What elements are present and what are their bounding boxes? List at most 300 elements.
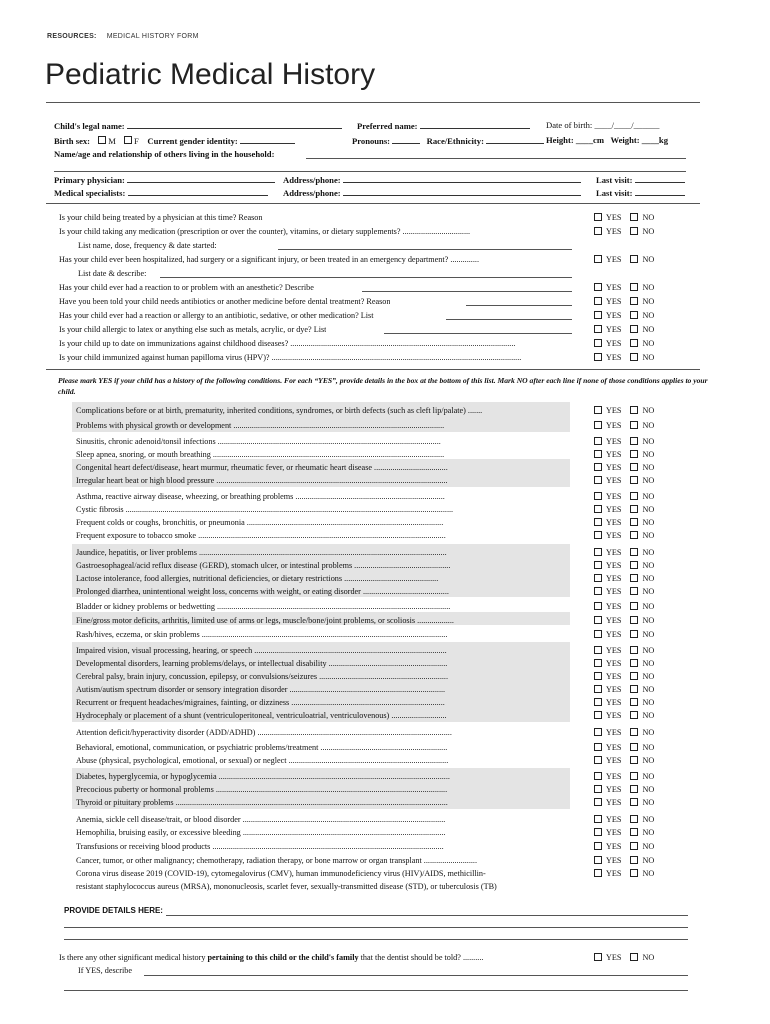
yes-label: YES [606, 743, 622, 752]
condition-text: Hydrocephaly or placement of a shunt (ventriculoperitoneal, ventriculoatrial, ventriculovenous) ........................... [76, 711, 447, 720]
condition-text: Behavioral, emotional, communication, or psychiatric problems/treatment .............................................................. [76, 743, 448, 752]
condition-yes-no [594, 587, 654, 596]
condition-yes-checkbox[interactable] [594, 587, 602, 595]
condition-yes-checkbox[interactable] [594, 616, 602, 624]
physician-visit-label: Last visit: [596, 175, 633, 185]
condition-yes-checkbox[interactable] [594, 711, 602, 719]
no-label: NO [642, 255, 655, 264]
condition-yes-checkbox[interactable] [594, 798, 602, 806]
household-label: Name/age and relationship of others living in the household: [54, 149, 275, 159]
no-label: NO [642, 711, 655, 720]
page-title: Pediatric Medical History [45, 58, 376, 91]
pronouns-field[interactable] [392, 135, 420, 144]
yes-label: YES [606, 421, 622, 430]
race-label: Race/Ethnicity: [426, 136, 484, 146]
condition-no-checkbox[interactable] [630, 450, 638, 458]
condition-yes-no [594, 659, 654, 668]
question-yes-checkbox[interactable] [594, 339, 602, 347]
question-no-checkbox[interactable] [630, 255, 638, 263]
preferred-name-label: Preferred name: [357, 121, 418, 131]
condition-no-checkbox[interactable] [630, 574, 638, 582]
condition-text: Bladder or kidney problems or bedwetting .................................................................................................................. [76, 602, 451, 611]
primary-physician-field[interactable] [127, 174, 275, 183]
condition-yes-no [594, 463, 654, 472]
condition-text: Abuse (physical, psychological, emotional, or sexual) or neglect .............................................................................. [76, 756, 449, 765]
condition-no-checkbox[interactable] [630, 728, 638, 736]
condition-yes-no [594, 602, 654, 611]
sex-m-checkbox[interactable] [98, 136, 106, 144]
condition-text: Cystic fibrosis ................................................................................................................................................................ [76, 505, 454, 514]
condition-text: resistant staphylococcus aureus (MRSA), mononucleosis, scarlet fever, sexually-transmitted disease (STD), or tuberculosis (TB) [76, 882, 497, 891]
no-label: NO [642, 531, 655, 540]
dob-field[interactable]: Date of birth: ____/____/______ [546, 120, 660, 130]
question-text: Has your child ever had a reaction or allergy to an antibiotic, sedative, or other medication? List [59, 311, 374, 320]
condition-text: Developmental disorders, learning problems/delays, or intellectual disability .......................................................... [76, 659, 448, 668]
yes-label: YES [606, 353, 622, 362]
family-describe-line-2[interactable] [64, 990, 688, 991]
title-rule [46, 102, 700, 103]
no-label: NO [642, 437, 655, 446]
yes-label: YES [606, 406, 622, 415]
condition-yes-checkbox[interactable] [594, 856, 602, 864]
yes-label: YES [606, 587, 622, 596]
specialists-field[interactable] [128, 187, 268, 196]
condition-yes-no [594, 728, 654, 737]
yes-label: YES [606, 828, 622, 837]
condition-yes-checkbox[interactable] [594, 406, 602, 414]
no-label: NO [642, 685, 655, 694]
no-label: NO [642, 785, 655, 794]
condition-no-checkbox[interactable] [630, 828, 638, 836]
condition-yes-checkbox[interactable] [594, 756, 602, 764]
birth-sex-label: Birth sex: [54, 136, 91, 146]
yes-label: YES [606, 492, 622, 501]
yes-label: YES [606, 953, 622, 962]
condition-yes-no [594, 698, 654, 707]
specialist-visit-group [596, 187, 685, 198]
question-yes-checkbox[interactable] [594, 325, 602, 333]
no-label: NO [642, 213, 655, 222]
condition-yes-no [594, 421, 654, 430]
condition-text: Rash/hives, eczema, or skin problems ........................................................................................................................ [76, 630, 448, 639]
no-label: NO [642, 463, 655, 472]
no-label: NO [642, 602, 655, 611]
condition-yes-no [594, 685, 654, 694]
legal-name-field[interactable] [127, 120, 342, 129]
condition-no-checkbox[interactable] [630, 531, 638, 539]
question-no-checkbox[interactable] [630, 353, 638, 361]
yes-label: YES [606, 325, 622, 334]
condition-no-checkbox[interactable] [630, 798, 638, 806]
question-yes-checkbox[interactable] [594, 297, 602, 305]
no-label: NO [642, 815, 655, 824]
condition-yes-no [594, 856, 654, 865]
no-label: NO [642, 772, 655, 781]
no-label: NO [642, 406, 655, 415]
yes-label: YES [606, 856, 622, 865]
specialist-address-field[interactable] [343, 187, 581, 196]
condition-text: Thyroid or pituitary problems ..................................................................................................................................... [76, 798, 448, 807]
condition-no-checkbox[interactable] [630, 869, 638, 877]
condition-yes-no [594, 476, 654, 485]
condition-no-checkbox[interactable] [630, 602, 638, 610]
condition-text: Autism/autism spectrum disorder or sensory integration disorder ............................................................................ [76, 685, 446, 694]
question-no-checkbox[interactable] [630, 297, 638, 305]
yes-label: YES [606, 798, 622, 807]
condition-yes-no [594, 743, 654, 752]
condition-yes-checkbox[interactable] [594, 728, 602, 736]
condition-text: Cancer, tumor, or other malignancy; chemotherapy, radiation therapy, or bone marrow or organ transplant .......................... [76, 856, 478, 865]
condition-yes-checkbox[interactable] [594, 476, 602, 484]
family-describe-label: If YES, describe [78, 966, 133, 975]
condition-text: Complications before or at birth, prematurity, inherited conditions, syndromes, or birth defects (such as cleft lip/palate) ....... [76, 406, 483, 415]
no-label: NO [642, 728, 655, 737]
section-label: RESOURCES: [47, 33, 97, 40]
info-row-1 [54, 120, 342, 131]
condition-yes-checkbox[interactable] [594, 450, 602, 458]
condition-yes-checkbox[interactable] [594, 698, 602, 706]
household-field[interactable] [306, 158, 686, 159]
height-weight-group [546, 135, 668, 145]
specialist-visit-label: Last visit: [596, 188, 633, 198]
condition-no-checkbox[interactable] [630, 646, 638, 654]
yes-label: YES [606, 561, 622, 570]
condition-text: Prolonged diarrhea, unintentional weight loss, concerns with weight, or eating disorder .......................................... [76, 587, 449, 596]
condition-yes-no [594, 518, 654, 527]
sex-m-label: M [108, 136, 116, 146]
condition-no-checkbox[interactable] [630, 785, 638, 793]
condition-text: Fine/gross motor deficits, arthritis, limited use of arms or legs, muscle/bone/joint problems, or scoliosis .................. [76, 616, 454, 625]
physician-address-field[interactable] [343, 174, 581, 183]
question-yes-no [594, 227, 654, 236]
condition-text: Anemia, sickle cell disease/trait, or blood disorder ................................................................................................... [76, 815, 446, 824]
yes-label: YES [606, 869, 622, 878]
condition-yes-checkbox[interactable] [594, 602, 602, 610]
no-label: NO [642, 476, 655, 485]
condition-yes-checkbox[interactable] [594, 531, 602, 539]
condition-yes-no [594, 531, 654, 540]
details-line-2[interactable] [64, 927, 688, 928]
condition-no-checkbox[interactable] [630, 518, 638, 526]
condition-yes-no [594, 616, 654, 625]
condition-no-checkbox[interactable] [630, 548, 638, 556]
condition-yes-no [594, 711, 654, 720]
no-label: NO [642, 574, 655, 583]
condition-yes-no [594, 815, 654, 824]
condition-yes-checkbox[interactable] [594, 743, 602, 751]
question-text: Is your child taking any medication (prescription or over the counter), vitamins, or dietary supplements? ................................. [59, 227, 471, 236]
condition-text: Precocious puberty or hormonal problems ................................................................................................................. [76, 785, 448, 794]
specialist-group [54, 187, 268, 198]
yes-label: YES [606, 659, 622, 668]
no-label: NO [642, 353, 655, 362]
condition-no-checkbox[interactable] [630, 587, 638, 595]
question-yes-checkbox[interactable] [594, 311, 602, 319]
question-yes-checkbox[interactable] [594, 227, 602, 235]
yes-label: YES [606, 785, 622, 794]
question-text: List name, dose, frequency & date started: [78, 241, 217, 250]
question-answer-line[interactable] [362, 291, 572, 292]
question-text: Is your child being treated by a physician at this time? Reason [59, 213, 263, 222]
no-label: NO [642, 561, 655, 570]
condition-text: Lactose intolerance, food allergies, nutritional deficiencies, or dietary restrictions .............................................. [76, 574, 439, 583]
condition-text: Asthma, reactive airway disease, wheezing, or breathing problems ......................................................................... [76, 492, 445, 501]
gender-identity-field[interactable] [240, 135, 295, 144]
no-label: NO [642, 646, 655, 655]
condition-no-checkbox[interactable] [630, 659, 638, 667]
question-no-checkbox[interactable] [630, 227, 638, 235]
condition-text: Hemophilia, bruising easily, or excessive bleeding ................................................................................................... [76, 828, 446, 837]
question-yes-checkbox[interactable] [594, 353, 602, 361]
question-text: Is your child immunized against human papilloma virus (HPV)? .......................................................................................................................... [59, 353, 522, 362]
condition-no-checkbox[interactable] [630, 406, 638, 414]
condition-yes-no [594, 828, 654, 837]
question-no-checkbox[interactable] [630, 213, 638, 221]
yes-label: YES [606, 815, 622, 824]
family-q-pre: Is there any other significant medical history [59, 953, 208, 962]
condition-yes-no [594, 798, 654, 807]
condition-text: Sinusitis, chronic adenoid/tonsil infections ............................................................................................................. [76, 437, 441, 446]
pronouns-group [352, 135, 544, 146]
family-no-checkbox[interactable] [630, 953, 638, 961]
no-label: NO [642, 518, 655, 527]
condition-text: Recurrent or frequent headaches/migraines, fainting, or dizziness ........................................................................... [76, 698, 445, 707]
yes-label: YES [606, 476, 622, 485]
question-text: Has your child ever had a reaction to or problem with an anesthetic? Describe [59, 283, 314, 292]
yes-label: YES [606, 772, 622, 781]
question-answer-line[interactable] [446, 319, 572, 320]
condition-no-checkbox[interactable] [630, 815, 638, 823]
condition-yes-no [594, 450, 654, 459]
sex-f-checkbox[interactable] [124, 136, 132, 144]
no-label: NO [642, 227, 655, 236]
yes-label: YES [606, 437, 622, 446]
yes-label: YES [606, 711, 622, 720]
no-label: NO [642, 492, 655, 501]
section-header [47, 33, 199, 40]
no-label: NO [642, 450, 655, 459]
condition-yes-checkbox[interactable] [594, 646, 602, 654]
details-line-3[interactable] [64, 939, 688, 940]
question-no-checkbox[interactable] [630, 283, 638, 291]
condition-no-checkbox[interactable] [630, 463, 638, 471]
condition-text: Cerebral palsy, brain injury, concussion, epilepsy, or convulsions/seizures ............................................................... [76, 672, 449, 681]
physician-address-group [283, 174, 581, 185]
condition-yes-checkbox[interactable] [594, 672, 602, 680]
condition-no-checkbox[interactable] [630, 505, 638, 513]
question-no-checkbox[interactable] [630, 311, 638, 319]
no-label: NO [642, 698, 655, 707]
condition-yes-no [594, 869, 654, 878]
question-yes-no [594, 311, 654, 320]
condition-no-checkbox[interactable] [630, 476, 638, 484]
condition-yes-no [594, 785, 654, 794]
family-question [59, 953, 483, 962]
question-text: Is your child up to date on immunizations against childhood diseases? .............................................................................................................. [59, 339, 516, 348]
condition-yes-checkbox[interactable] [594, 548, 602, 556]
yes-label: YES [606, 574, 622, 583]
question-text: Has your child ever been hospitalized, had surgery or a significant injury, or been treated in an emergency department? .............. [59, 255, 479, 264]
yes-label: YES [606, 505, 622, 514]
question-answer-line[interactable] [278, 249, 572, 250]
condition-yes-no [594, 646, 654, 655]
household-field-2[interactable] [54, 171, 686, 172]
condition-no-checkbox[interactable] [630, 421, 638, 429]
condition-no-checkbox[interactable] [630, 756, 638, 764]
condition-no-checkbox[interactable] [630, 856, 638, 864]
condition-text: Transfusions or receiving blood products ................................................................................................................. [76, 842, 444, 851]
weight-field[interactable]: Weight: ____kg [610, 135, 668, 145]
condition-text: Frequent colds or coughs, bronchitis, or pneumonia ................................................................................................ [76, 518, 444, 527]
no-label: NO [642, 548, 655, 557]
condition-yes-checkbox[interactable] [594, 561, 602, 569]
condition-no-checkbox[interactable] [630, 743, 638, 751]
question-answer-line[interactable] [384, 333, 572, 334]
physician-address-label: Address/phone: [283, 175, 341, 185]
yes-label: YES [606, 756, 622, 765]
no-label: NO [642, 616, 655, 625]
yes-label: YES [606, 646, 622, 655]
no-label: NO [642, 842, 655, 851]
no-label: NO [642, 798, 655, 807]
no-label: NO [642, 659, 655, 668]
details-label: PROVIDE DETAILS HERE: [64, 906, 163, 915]
condition-no-checkbox[interactable] [630, 842, 638, 850]
sex-f-label: F [134, 136, 139, 146]
condition-yes-checkbox[interactable] [594, 828, 602, 836]
question-no-checkbox[interactable] [630, 339, 638, 347]
height-field[interactable]: Height: ____cm [546, 135, 604, 145]
condition-yes-checkbox[interactable] [594, 842, 602, 850]
yes-label: YES [606, 339, 622, 348]
yes-label: YES [606, 698, 622, 707]
question-yes-checkbox[interactable] [594, 213, 602, 221]
condition-yes-no [594, 505, 654, 514]
no-label: NO [642, 325, 655, 334]
specialist-visit-field[interactable] [635, 187, 685, 196]
condition-text: Sleep apnea, snoring, or mouth breathing ................................................................................................................. [76, 450, 445, 459]
yes-label: YES [606, 297, 622, 306]
question-no-checkbox[interactable] [630, 325, 638, 333]
yes-label: YES [606, 630, 622, 639]
condition-yes-checkbox[interactable] [594, 659, 602, 667]
pronouns-label: Pronouns: [352, 136, 391, 146]
condition-yes-checkbox[interactable] [594, 815, 602, 823]
condition-text: Problems with physical growth or development ....................................................................................................... [76, 421, 445, 430]
condition-yes-checkbox[interactable] [594, 785, 602, 793]
no-label: NO [642, 743, 655, 752]
yes-label: YES [606, 672, 622, 681]
legal-name-label: Child's legal name: [54, 121, 125, 131]
question-yes-no [594, 213, 654, 222]
yes-label: YES [606, 616, 622, 625]
condition-yes-checkbox[interactable] [594, 772, 602, 780]
condition-no-checkbox[interactable] [630, 711, 638, 719]
physician-visit-field[interactable] [635, 174, 685, 183]
condition-no-checkbox[interactable] [630, 561, 638, 569]
family-describe-line-1[interactable] [144, 975, 688, 976]
condition-yes-no [594, 756, 654, 765]
gender-identity-label: Current gender identity: [147, 136, 238, 146]
condition-no-checkbox[interactable] [630, 685, 638, 693]
question-answer-line[interactable] [160, 277, 572, 278]
condition-no-checkbox[interactable] [630, 437, 638, 445]
instructions: Please mark YES if your child has a history of the following conditions. For each “YES”, provide details in the box at the bottom of this list. Mark NO after each line if none of those conditions applies to your child. [58, 376, 708, 396]
condition-no-checkbox[interactable] [630, 772, 638, 780]
question-yes-no [594, 283, 654, 292]
condition-text: Congenital heart defect/disease, heart murmur, rheumatic fever, or rheumatic heart disease .................................... [76, 463, 448, 472]
condition-yes-checkbox[interactable] [594, 437, 602, 445]
no-label: NO [642, 856, 655, 865]
condition-yes-checkbox[interactable] [594, 685, 602, 693]
condition-yes-checkbox[interactable] [594, 421, 602, 429]
condition-text: Corona virus disease 2019 (COVID-19), cytomegalovirus (CMV), human immunodeficiency virus (HIV)/AIDS, methicillin- [76, 869, 486, 878]
condition-yes-checkbox[interactable] [594, 505, 602, 513]
condition-no-checkbox[interactable] [630, 492, 638, 500]
condition-text: Frequent exposure to tobacco smoke ......................................................................................................................... [76, 531, 446, 540]
yes-label: YES [606, 463, 622, 472]
physician-group [54, 174, 275, 185]
condition-no-checkbox[interactable] [630, 672, 638, 680]
no-label: NO [642, 297, 655, 306]
question-answer-line[interactable] [466, 305, 572, 306]
question-yes-no [594, 255, 654, 264]
race-field[interactable] [486, 135, 544, 144]
condition-no-checkbox[interactable] [630, 616, 638, 624]
condition-yes-no [594, 630, 654, 639]
question-text: Have you been told your child needs antibiotics or another medicine before dental treatment? Reason [59, 297, 391, 306]
preferred-name-field[interactable] [420, 120, 530, 129]
condition-text: Attention deficit/hyperactivity disorder (ADD/ADHD) ............................................................................................... [76, 728, 452, 737]
question-yes-no [594, 297, 654, 306]
condition-yes-no [594, 672, 654, 681]
info-row-2 [54, 135, 295, 146]
question-text: Is your child allergic to latex or anything else such as metals, acrylic, or dye? List [59, 325, 327, 334]
yes-label: YES [606, 531, 622, 540]
yes-label: YES [606, 518, 622, 527]
question-yes-no [594, 325, 654, 334]
condition-yes-checkbox[interactable] [594, 492, 602, 500]
condition-yes-checkbox[interactable] [594, 463, 602, 471]
condition-text: Jaundice, hepatitis, or liver problems ......................................................................................................................... [76, 548, 447, 557]
yes-label: YES [606, 602, 622, 611]
question-text: List date & describe: [78, 269, 147, 278]
condition-no-checkbox[interactable] [630, 698, 638, 706]
question-yes-checkbox[interactable] [594, 255, 602, 263]
doc-type: MEDICAL HISTORY FORM [106, 33, 199, 40]
no-label: NO [642, 421, 655, 430]
info-row-3 [54, 149, 274, 159]
yes-label: YES [606, 450, 622, 459]
no-label: NO [642, 828, 655, 837]
family-yes-checkbox[interactable] [594, 953, 602, 961]
condition-text: Diabetes, hyperglycemia, or hypoglycemia ................................................................................................................. [76, 772, 450, 781]
condition-yes-checkbox[interactable] [594, 630, 602, 638]
condition-yes-checkbox[interactable] [594, 869, 602, 877]
condition-yes-no [594, 492, 654, 501]
no-label: NO [642, 672, 655, 681]
condition-yes-no [594, 437, 654, 446]
condition-yes-checkbox[interactable] [594, 518, 602, 526]
condition-yes-checkbox[interactable] [594, 574, 602, 582]
questions-rule [46, 369, 700, 370]
details-line-1[interactable] [166, 915, 688, 916]
condition-yes-no [594, 842, 654, 851]
question-yes-checkbox[interactable] [594, 283, 602, 291]
specialist-address-label: Address/phone: [283, 188, 341, 198]
condition-no-checkbox[interactable] [630, 630, 638, 638]
yes-label: YES [606, 685, 622, 694]
